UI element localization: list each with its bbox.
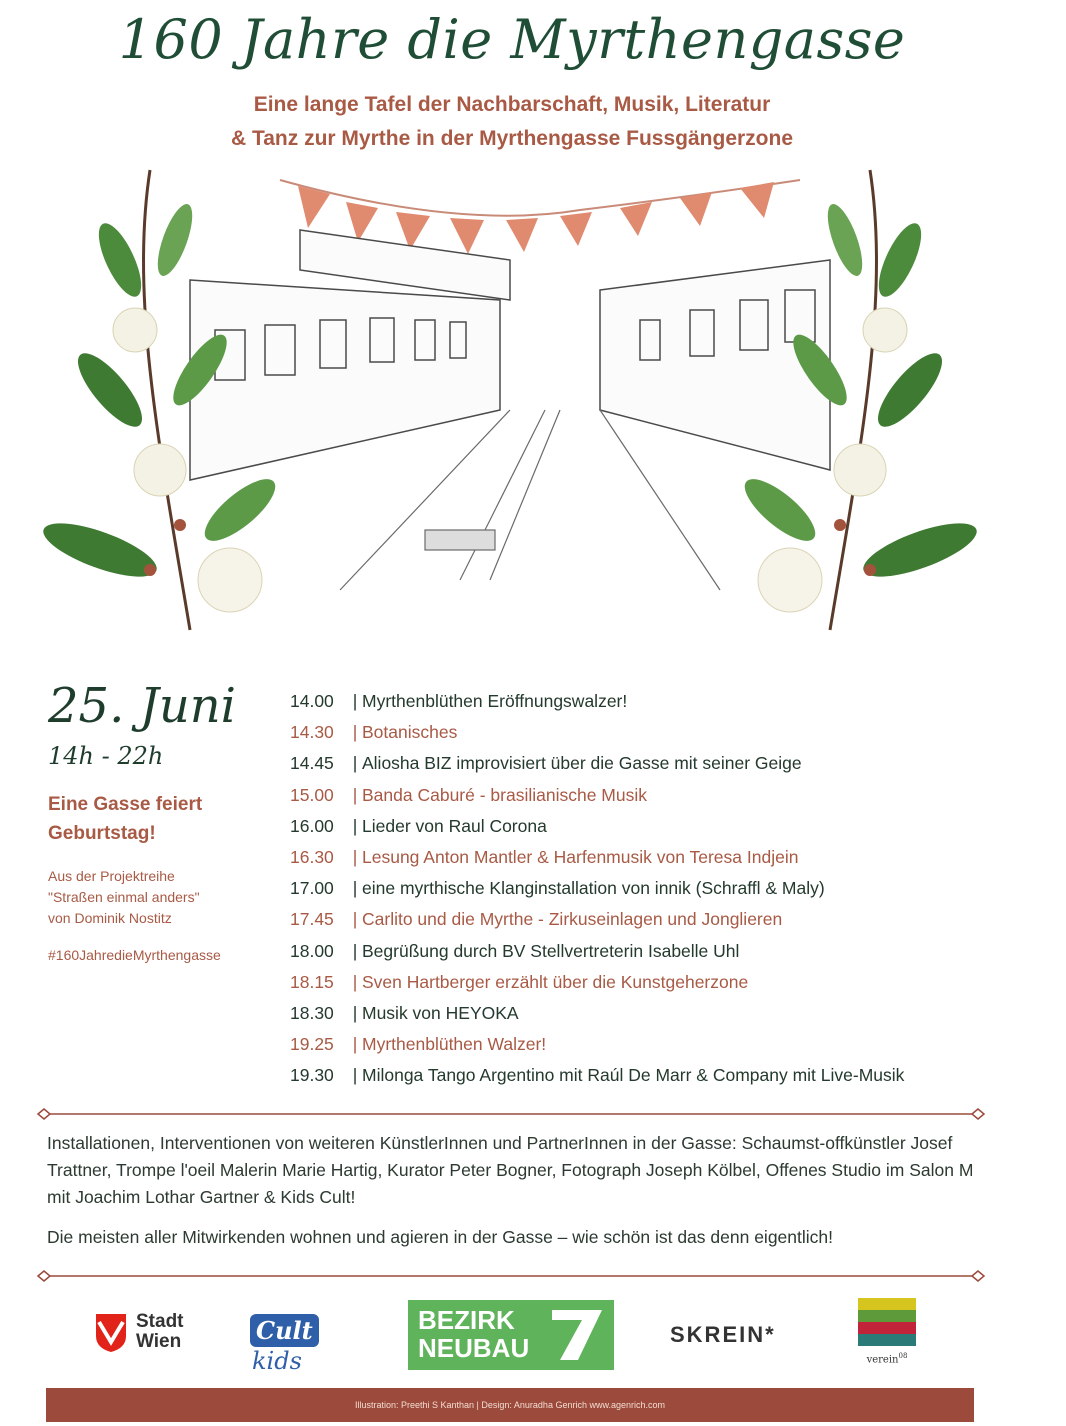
schedule-separator: |: [352, 1065, 358, 1086]
event-tagline: Eine Gasse feiert Geburtstag!: [48, 794, 203, 844]
stadt-wien-logo: [96, 1312, 196, 1356]
sponsor-logos: [90, 1296, 970, 1376]
schedule-text: Lieder von Raul Corona: [362, 815, 547, 836]
schedule-row: [290, 717, 1010, 748]
info-text: [47, 1130, 977, 1264]
schedule-time: 16.00: [290, 815, 334, 836]
stadt-wien-line-1: Stadt: [136, 1311, 184, 1332]
event-info: [48, 676, 278, 963]
project-series: [48, 866, 278, 929]
schedule-row: [290, 780, 1010, 811]
schedule-text: Musik von HEYOKA: [362, 1002, 519, 1023]
series-line-3: von Dominik Nostitz: [48, 910, 172, 926]
schedule-row: [290, 967, 1010, 998]
schedule-row: [290, 842, 1010, 873]
schedule-time: 17.45: [290, 909, 334, 930]
schedule-time: 18.30: [290, 1002, 334, 1023]
schedule-separator: |: [352, 878, 358, 899]
schedule-row: [290, 686, 1010, 717]
schedule-time: 17.00: [290, 878, 334, 899]
schedule-time: 15.00: [290, 784, 334, 805]
verein-08-logo: [858, 1298, 916, 1374]
bezirk-line-2: NEUBAU: [418, 1333, 530, 1363]
bezirk-line-1: BEZIRK: [418, 1305, 515, 1335]
schedule-separator: |: [352, 753, 358, 774]
schedule-separator: |: [352, 1002, 358, 1023]
street: [340, 410, 720, 590]
schedule-time: 18.00: [290, 940, 334, 961]
schedule-text: Myrthenblüthen Walzer!: [362, 1034, 547, 1055]
schedule-text: Carlito und die Myrthe - Zirkuseinlagen und Jonglieren: [362, 909, 783, 930]
verein-text: verein: [866, 1354, 899, 1366]
series-line-2: "Straßen einmal anders": [48, 889, 200, 905]
schedule-time: 18.15: [290, 971, 334, 992]
schedule-separator: |: [352, 1034, 358, 1055]
schedule-row: [290, 936, 1010, 967]
schedule-separator: |: [352, 971, 358, 992]
schedule-text: Botanisches: [362, 722, 458, 743]
kids-logo-text: kids: [252, 1347, 302, 1375]
stadt-wien-line-2: Wien: [136, 1331, 182, 1352]
checkmark-icon: [548, 1306, 606, 1364]
schedule-text: Sven Hartberger erzählt über die Kunstgeherzone: [362, 971, 749, 992]
schedule-row: [290, 748, 1010, 779]
series-line-1: Aus der Projektreihe: [48, 868, 175, 884]
subtitle-line-2: & Tanz zur Myrthe in der Myrthengasse Fussgängerzone: [230, 127, 794, 150]
schedule-time: 14.45: [290, 753, 334, 774]
info-paragraph-2: Die meisten aller Mitwirkenden wohnen und agieren in der Gasse – wie schön ist das denn eigentlich!: [47, 1227, 833, 1247]
schedule-row: [290, 811, 1010, 842]
schedule-separator: |: [352, 909, 358, 930]
schedule-time: 14.30: [290, 722, 334, 743]
verein-sup: 08: [898, 1352, 908, 1360]
street-illustration: [40, 150, 980, 670]
schedule-text: Banda Caburé - brasilianische Musik: [362, 784, 647, 805]
poster-subtitle: [0, 88, 1024, 156]
schedule-separator: |: [352, 784, 358, 805]
footer-credits: Illustration: Preethi S Kanthan | Design: Anuradha Genrich www.agenrich.com: [46, 1388, 974, 1422]
schedule-row: [290, 873, 1010, 904]
schedule-list: [290, 686, 1010, 1091]
schedule-text: Aliosha BIZ improvisiert über die Gasse mit seiner Geige: [362, 753, 802, 774]
schedule-time: 19.30: [290, 1065, 334, 1086]
poster-title: 160 Jahre die Myrthengasse: [118, 8, 906, 71]
event-date: 25. Juni: [48, 678, 237, 734]
hashtag: #160JahredieMyrthengasse: [48, 947, 221, 963]
left-buildings: [190, 230, 510, 480]
schedule-separator: |: [352, 722, 358, 743]
cult-logo-text: Cult: [250, 1314, 319, 1347]
schedule-separator: |: [352, 846, 358, 867]
schedule-separator: |: [352, 815, 358, 836]
subtitle-line-1: Eine lange Tafel der Nachbarschaft, Musik, Literatur: [253, 93, 771, 116]
info-paragraph-1: Installationen, Interventionen von weiteren KünstlerInnen und PartnerInnen in der Gasse: Schaumst-offkünstler Josef Trattner, Trompe l'oeil Malerin Marie Hartig, Kurator Peter Bogner, Fotograph Joseph Kölbel, Offenes Studio im Salon M mit Joachim Lothar Gartner & Kids Cult!: [47, 1133, 974, 1207]
schedule-time: 16.30: [290, 846, 334, 867]
schedule-text: eine myrthische Klanginstallation von innik (Schraffl & Maly): [362, 878, 825, 899]
right-buildings: [600, 260, 830, 470]
schedule-time: 14.00: [290, 691, 334, 711]
schedule-row: [290, 998, 1010, 1029]
bezirk-neubau-logo: [408, 1300, 614, 1370]
schedule-separator: |: [352, 940, 358, 961]
schedule-separator: |: [352, 691, 358, 711]
kids-cult-logo: [250, 1314, 350, 1375]
schedule-text: Milonga Tango Argentino mit Raúl De Marr & Company mit Live-Musik: [362, 1065, 905, 1086]
schedule-row: [290, 1060, 1010, 1091]
divider-bottom: [36, 1270, 986, 1282]
schedule-text: Myrthenblüthen Eröffnungswalzer!: [362, 691, 628, 711]
schedule-row: [290, 904, 1010, 935]
schedule-text: Lesung Anton Mantler & Harfenmusik von Teresa Indjein: [362, 846, 799, 867]
event-time: 14h - 22h: [48, 742, 164, 770]
schedule-time: 19.25: [290, 1034, 334, 1055]
vienna-flag-icon: [96, 1314, 126, 1352]
skrein-logo: SKREIN*: [670, 1322, 776, 1347]
schedule-row: [290, 1029, 1010, 1060]
schedule-text: Begrüßung durch BV Stellvertreterin Isabelle Uhl: [362, 940, 740, 961]
divider-top: [36, 1108, 986, 1120]
